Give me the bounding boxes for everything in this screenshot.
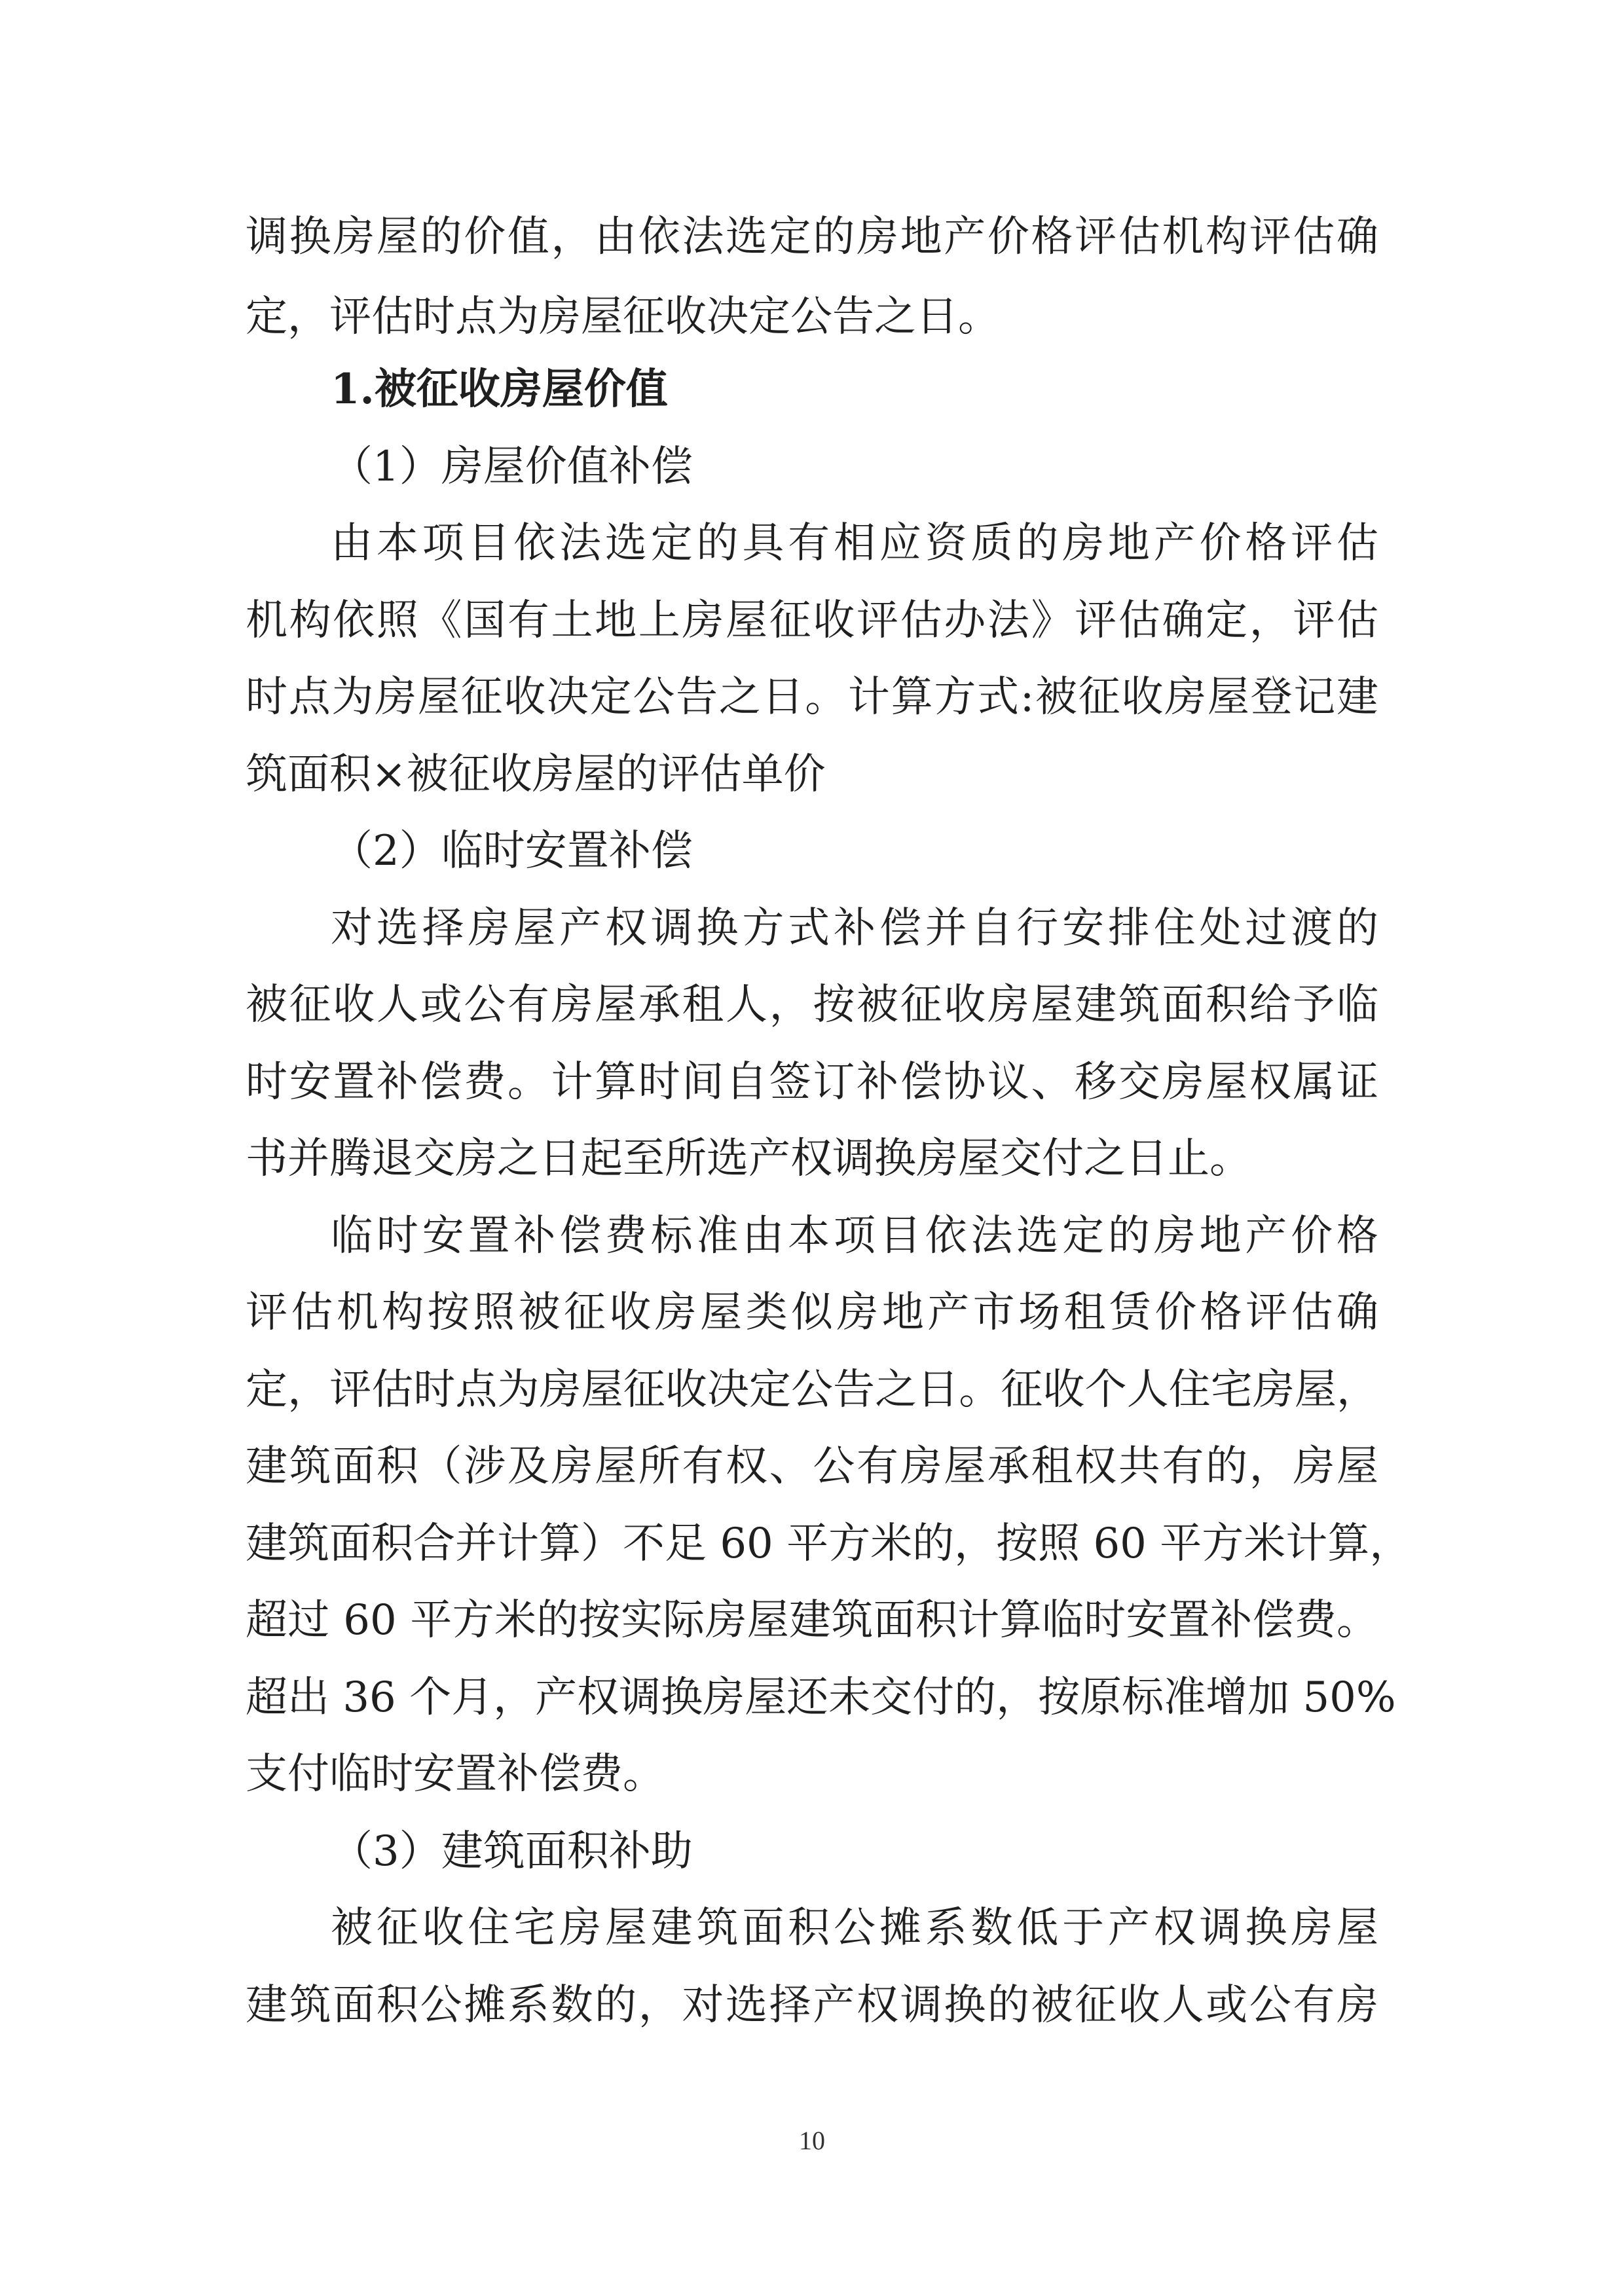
- text-line: 时安置补偿费。计算时间自签订补偿协议、移交房屋权属证: [246, 1058, 1378, 1106]
- text-line: 建筑面积（涉及房屋所有权、公有房屋承租权共有的，房屋: [246, 1442, 1378, 1491]
- section-heading: 1.被征收房屋价值: [331, 365, 668, 414]
- page-number: 10: [799, 2126, 825, 2155]
- text-line: 筑面积×被征收房屋的评估单价: [246, 750, 826, 799]
- subsection-heading: （2）临时安置补偿: [331, 827, 693, 875]
- text-line: 临时安置补偿费标准由本项目依法选定的房地产价格: [331, 1212, 1378, 1260]
- text-line: 书并腾退交房之日起至所选产权调换房屋交付之日止。: [246, 1135, 1251, 1183]
- text-line: 被征收人或公有房屋承租人，按被征收房屋建筑面积给予临: [246, 981, 1378, 1029]
- text-line: 支付临时安置补偿费。: [246, 1750, 665, 1798]
- text-line: 定，评估时点为房屋征收决定公告之日。征收个人住宅房屋，: [246, 1366, 1378, 1414]
- text-line: 对选择房屋产权调换方式补偿并自行安排住处过渡的: [331, 904, 1378, 953]
- text-line: 时点为房屋征收决定公告之日。计算方式:被征收房屋登记建: [246, 673, 1378, 721]
- subsection-heading: （3）建筑面积补助: [331, 1827, 693, 1876]
- text-line: 由本项目依法选定的具有相应资质的房地产价格评估: [331, 519, 1378, 568]
- text-line: 超出 36 个月，产权调换房屋还未交付的，按原标准增加 50%: [246, 1673, 1396, 1722]
- text-line: 定，评估时点为房屋征收决定公告之日。: [246, 293, 1000, 341]
- text-line: 机构依照《国有土地上房屋征收评估办法》评估确定，评估: [246, 596, 1378, 645]
- text-line: 被征收住宅房屋建筑面积公摊系数低于产权调换房屋: [331, 1904, 1378, 1952]
- text-line: 建筑面积公摊系数的，对选择产权调换的被征收人或公有房: [246, 1981, 1378, 2030]
- text-line: 调换房屋的价值，由依法选定的房地产价格评估机构评估确: [246, 213, 1378, 261]
- text-line: 评估机构按照被征收房屋类似房地产市场租赁价格评估确: [246, 1288, 1378, 1337]
- subsection-heading: （1）房屋价值补偿: [331, 443, 693, 491]
- text-line: 建筑面积合并计算）不足 60 平方米的，按照 60 平方米计算，: [246, 1520, 1412, 1568]
- text-line: 超过 60 平方米的按实际房屋建筑面积计算临时安置补偿费。: [246, 1596, 1378, 1645]
